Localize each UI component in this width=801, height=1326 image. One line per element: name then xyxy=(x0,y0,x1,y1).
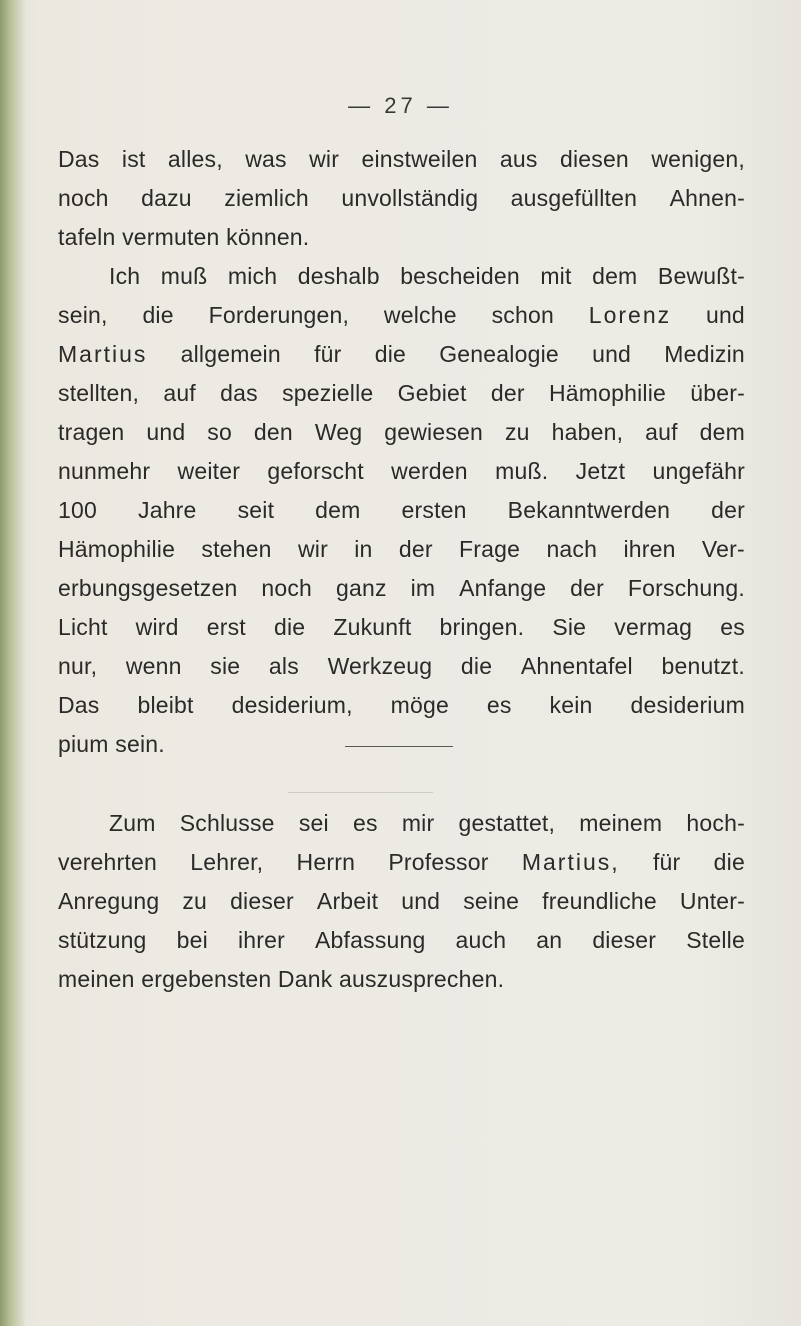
word: tafeln xyxy=(58,224,123,250)
word: Ich xyxy=(109,263,141,289)
text-line xyxy=(58,608,745,647)
word: Stelle xyxy=(686,927,745,953)
word: der xyxy=(711,497,745,523)
text-line xyxy=(58,452,745,491)
word: Zukunft xyxy=(333,614,412,640)
word: dieser xyxy=(230,888,294,914)
paragraph-2 xyxy=(58,257,745,764)
word: Herrn xyxy=(296,849,356,875)
word: sei xyxy=(298,810,329,836)
text-line xyxy=(58,804,745,843)
word: ungefähr xyxy=(652,458,745,484)
word: Frage xyxy=(459,536,521,562)
word: stehen xyxy=(201,536,272,562)
word: geforscht xyxy=(267,458,364,484)
page-number: — 27 — xyxy=(348,93,453,118)
word: seine xyxy=(463,888,520,914)
word: für xyxy=(314,341,342,367)
word: bescheiden xyxy=(400,263,520,289)
word: Arbeit xyxy=(316,888,379,914)
word: was xyxy=(245,146,287,172)
word: Ver- xyxy=(701,536,745,562)
word: Sie xyxy=(552,614,587,640)
word: Medizin xyxy=(664,341,745,367)
word: die xyxy=(273,614,306,640)
word: Licht xyxy=(58,614,108,640)
word: einstweilen xyxy=(361,146,478,172)
text-line xyxy=(58,257,745,296)
word: ist xyxy=(121,146,146,172)
word: verehrten xyxy=(58,849,157,875)
word: aus xyxy=(499,146,538,172)
word: und xyxy=(146,419,186,445)
text-line xyxy=(58,921,745,960)
word: mit xyxy=(540,263,572,289)
word: alles, xyxy=(167,146,223,172)
word: ersten xyxy=(401,497,467,523)
word: es xyxy=(486,692,512,718)
word: allgemein xyxy=(180,341,281,367)
word: der xyxy=(490,380,525,406)
word: Unter- xyxy=(679,888,745,914)
book-spine-shadow xyxy=(0,0,26,1326)
text-line xyxy=(58,374,745,413)
word: die xyxy=(142,302,174,328)
text-line xyxy=(58,218,745,257)
word: erst xyxy=(206,614,246,640)
word: Anfange xyxy=(459,575,547,601)
text-line xyxy=(58,140,745,179)
word: zu xyxy=(504,419,530,445)
text-line xyxy=(58,530,745,569)
word: deshalb xyxy=(297,263,380,289)
word: diesen xyxy=(559,146,629,172)
text-line xyxy=(58,725,745,764)
word: über- xyxy=(690,380,745,406)
word: stützung xyxy=(58,927,147,953)
word: die xyxy=(374,341,407,367)
word: so xyxy=(207,419,232,445)
paragraph-3 xyxy=(58,804,745,999)
word: im xyxy=(410,575,436,601)
word: Bewußt- xyxy=(657,263,745,289)
word: Weg xyxy=(314,419,363,445)
word: nur, xyxy=(58,653,98,679)
word: dem xyxy=(699,419,745,445)
word: muß. xyxy=(495,458,549,484)
word: dem xyxy=(315,497,361,523)
word: das xyxy=(220,380,258,406)
word: tragen xyxy=(58,419,125,445)
word: ganz xyxy=(335,575,387,601)
word: pium xyxy=(58,731,116,757)
word: Bekanntwerden xyxy=(507,497,671,523)
word: sie xyxy=(210,653,241,679)
word: wir xyxy=(297,536,328,562)
word: noch xyxy=(58,185,109,211)
word: es xyxy=(352,810,378,836)
word: und xyxy=(401,888,441,914)
word: Werkzeug xyxy=(327,653,433,679)
word: bleibt xyxy=(137,692,194,718)
word: auszusprechen. xyxy=(339,966,505,992)
word: bringen. xyxy=(439,614,525,640)
word: Forderungen, xyxy=(208,302,350,328)
text-line xyxy=(58,686,745,725)
text-line xyxy=(58,647,745,686)
word: nach xyxy=(546,536,598,562)
word: Lorenz xyxy=(588,302,672,328)
word: ziemlich xyxy=(224,185,309,211)
text-line xyxy=(58,296,745,335)
paragraph-1 xyxy=(58,140,745,257)
text-line xyxy=(58,569,745,608)
word: hoch- xyxy=(686,810,745,836)
word: Dank xyxy=(277,966,339,992)
text-line xyxy=(58,882,745,921)
word: wird xyxy=(135,614,179,640)
word: vermag xyxy=(614,614,693,640)
word: Zum xyxy=(109,810,156,836)
word: als xyxy=(268,653,299,679)
word: den xyxy=(253,419,293,445)
word: der xyxy=(570,575,604,601)
word: Ahnentafel xyxy=(520,653,633,679)
word: erbungsgesetzen xyxy=(58,575,238,601)
word: werden xyxy=(391,458,468,484)
word: wenn xyxy=(125,653,182,679)
word: welche xyxy=(383,302,457,328)
word: wenigen, xyxy=(651,146,745,172)
word: schon xyxy=(491,302,554,328)
word: ihren xyxy=(623,536,676,562)
word: Martius, xyxy=(521,849,620,875)
word: der xyxy=(398,536,433,562)
word: sein, xyxy=(58,302,108,328)
word: die xyxy=(460,653,493,679)
word: desiderium xyxy=(630,692,745,718)
text-line xyxy=(58,960,745,999)
word: und xyxy=(592,341,632,367)
word: vermuten xyxy=(122,224,227,250)
word: gestattet, xyxy=(458,810,556,836)
text-line xyxy=(58,843,745,882)
word: Das xyxy=(58,692,100,718)
word: muß xyxy=(160,263,208,289)
word: können. xyxy=(226,224,310,250)
word: Lehrer, xyxy=(190,849,264,875)
word: Jetzt xyxy=(575,458,626,484)
text-line xyxy=(58,491,745,530)
word: noch xyxy=(261,575,313,601)
word: mich xyxy=(227,263,278,289)
word: Genealogie xyxy=(439,341,559,367)
word: ihrer xyxy=(237,927,285,953)
word: dieser xyxy=(592,927,657,953)
word: seit xyxy=(237,497,275,523)
word: stellten, xyxy=(58,380,140,406)
word: gewiesen xyxy=(384,419,484,445)
page-smudge xyxy=(288,792,433,801)
word: desiderium, xyxy=(231,692,353,718)
word: in xyxy=(354,536,373,562)
word: auch xyxy=(455,927,507,953)
word: Hämophilie xyxy=(548,380,667,406)
word: wir xyxy=(309,146,340,172)
word: nunmehr xyxy=(58,458,151,484)
word: ergebensten xyxy=(141,966,278,992)
section-divider xyxy=(345,746,453,747)
text-line xyxy=(58,179,745,218)
word: weiter xyxy=(177,458,241,484)
word: Professor xyxy=(388,849,489,875)
word: Abfassung xyxy=(315,927,426,953)
word: auf xyxy=(163,380,196,406)
word: haben, xyxy=(551,419,624,445)
word: Forschung. xyxy=(627,575,745,601)
word: dazu xyxy=(141,185,192,211)
word: 100 xyxy=(58,497,97,523)
word: mir xyxy=(401,810,435,836)
word: Jahre xyxy=(138,497,197,523)
word: meinem xyxy=(579,810,663,836)
word: meinen xyxy=(58,966,142,992)
word: unvollständig xyxy=(341,185,479,211)
word: Schlusse xyxy=(179,810,275,836)
word: spezielle xyxy=(282,380,374,406)
text-line xyxy=(58,413,745,452)
word: für xyxy=(652,849,681,875)
word: freundliche xyxy=(542,888,657,914)
word: sein. xyxy=(115,731,165,757)
word: Anregung xyxy=(58,888,160,914)
word: und xyxy=(705,302,745,328)
word: möge xyxy=(390,692,449,718)
word: benutzt. xyxy=(661,653,745,679)
word: Gebiet xyxy=(397,380,467,406)
word: dem xyxy=(592,263,638,289)
word: bei xyxy=(176,927,208,953)
word: Das xyxy=(58,146,100,172)
word: zu xyxy=(182,888,208,914)
word: kein xyxy=(549,692,593,718)
word: auf xyxy=(645,419,678,445)
word: ausgefüllten xyxy=(510,185,638,211)
word: Ahnen- xyxy=(669,185,745,211)
word: es xyxy=(720,614,745,640)
word: an xyxy=(536,927,563,953)
text-line xyxy=(58,335,745,374)
word: Hämophilie xyxy=(58,536,176,562)
word: Martius xyxy=(58,341,148,367)
word: die xyxy=(713,849,745,875)
